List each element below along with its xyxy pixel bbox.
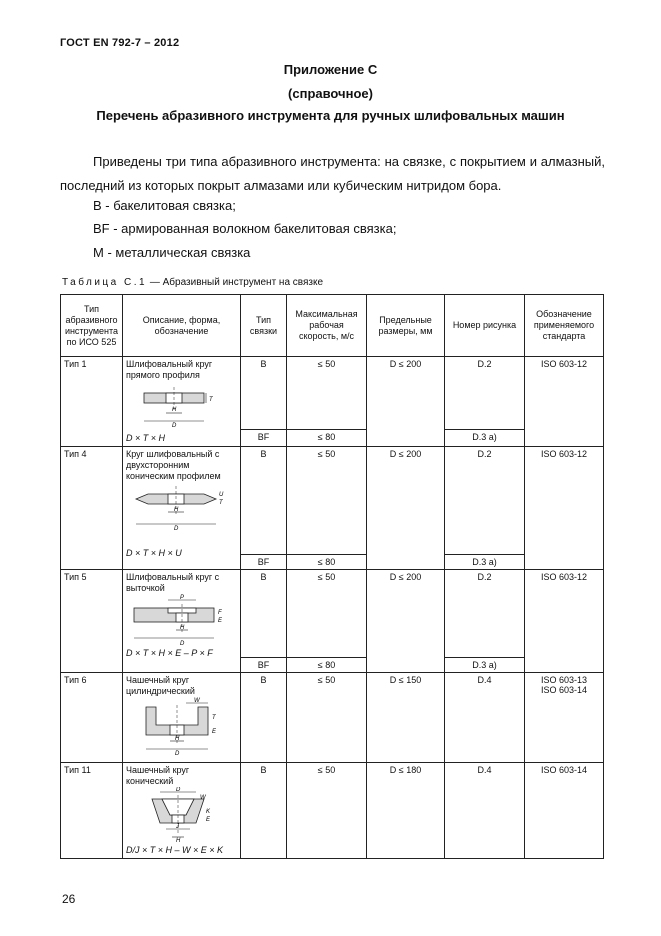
type-cell: Тип 11 — [61, 763, 123, 859]
table-row — [61, 673, 604, 763]
limit-cell: D ≤ 200 — [367, 447, 445, 570]
table-row — [61, 357, 604, 430]
svg-text:W: W — [194, 698, 200, 704]
fig-cell: D.4 — [445, 673, 525, 763]
desc-cell — [123, 357, 241, 447]
svg-text:H: H — [176, 838, 181, 843]
svg-text:D: D — [176, 787, 181, 793]
svg-text:T: T — [209, 397, 213, 403]
speed-cell: ≤ 80 — [287, 658, 367, 673]
abrasive-table — [60, 294, 604, 859]
limit-cell: D ≤ 180 — [367, 763, 445, 859]
svg-text:E: E — [212, 729, 217, 735]
table-row — [61, 763, 604, 859]
appendix-subtitle: (справочное) — [288, 86, 373, 101]
desc-text: Шлифовальный круг прямого профиля — [126, 359, 213, 380]
standard-cell: ISO 603-13 ISO 603-14 — [525, 673, 604, 763]
speed-cell: ≤ 80 — [287, 430, 367, 447]
table-caption — [62, 277, 323, 288]
appendix-title: Приложение С — [283, 62, 378, 77]
speed-cell: ≤ 80 — [287, 555, 367, 570]
bond-cell: B — [241, 447, 287, 555]
svg-text:D: D — [174, 526, 179, 532]
desc-text: Шлифовальный круг с выточкой — [126, 572, 220, 593]
bond-cell: B — [241, 673, 287, 763]
svg-text:F: F — [218, 610, 222, 616]
svg-text:T: T — [212, 715, 216, 721]
speed-cell: ≤ 50 — [287, 357, 367, 430]
formula-text: D × T × H — [126, 433, 166, 443]
fig-cell: D.2 — [445, 447, 525, 555]
bond-cell: B — [241, 763, 287, 859]
wheel-type11-drawing — [126, 787, 236, 843]
type-cell: Тип 1 — [61, 357, 123, 447]
list-item-bond-m: М - металлическая связка — [93, 245, 251, 260]
desc-cell — [123, 673, 241, 763]
table-caption-prefix: Таблица С.1 — [62, 277, 148, 288]
header-cell: Тип абразивного инструмента по ИСО 525 — [61, 295, 123, 357]
standard-cell: ISO 603-12 — [525, 447, 604, 570]
table-row — [61, 570, 604, 658]
intro-paragraph: Приведены три типа абразивного инструмента: на связке, с покрытием и алмазный, последний из которых покрыт алмазами или кубическим нитридом бора. — [60, 154, 605, 193]
header-cell: Максимальная рабочая скорость, м/с — [287, 295, 367, 357]
svg-text:U: U — [219, 492, 224, 498]
svg-text:W: W — [200, 795, 206, 801]
fig-cell: D.2 — [445, 357, 525, 430]
fig-cell: D.4 — [445, 763, 525, 859]
speed-cell: ≤ 50 — [287, 763, 367, 859]
standard-code: ГОСТ EN 792-7 – 2012 — [60, 37, 180, 49]
list-item-bond-b: В - бакелитовая связка; — [93, 198, 236, 213]
standard-cell: ISO 603-14 — [525, 763, 604, 859]
svg-text:E: E — [218, 618, 223, 624]
header-cell: Тип связки — [241, 295, 287, 357]
table-row — [61, 447, 604, 555]
appendix-heading: Перечень абразивного инструмента для ручных шлифовальных машин — [96, 108, 565, 123]
header-cell: Предельные размеры, мм — [367, 295, 445, 357]
bond-cell: B — [241, 357, 287, 430]
formula-text: D × T × H × E – P × F — [126, 648, 213, 658]
svg-text:D: D — [175, 751, 180, 755]
wheel-type1-drawing — [126, 381, 236, 431]
limit-cell: D ≤ 200 — [367, 357, 445, 447]
speed-cell: ≤ 50 — [287, 570, 367, 658]
svg-text:D: D — [180, 641, 185, 646]
svg-text:H: H — [174, 507, 179, 513]
fig-cell: D.2 — [445, 570, 525, 658]
svg-text:H: H — [172, 407, 177, 413]
desc-text: Чашечный круг конический — [126, 765, 190, 786]
desc-cell — [123, 447, 241, 570]
bond-cell: BF — [241, 658, 287, 673]
svg-text:H: H — [175, 736, 180, 742]
desc-cell — [123, 570, 241, 673]
wheel-type5-drawing — [126, 594, 236, 646]
desc-cell — [123, 763, 241, 859]
formula-text: D/J × T × H – W × E × K — [126, 845, 224, 855]
desc-text: Чашечный круг цилиндрический — [126, 675, 195, 696]
bond-cell: BF — [241, 555, 287, 570]
table-header-row — [61, 295, 604, 357]
bond-cell: B — [241, 570, 287, 658]
type-cell: Тип 4 — [61, 447, 123, 570]
desc-text: Круг шлифовальный с двухсторонним коническим профилем — [126, 449, 221, 481]
svg-text:K: K — [206, 809, 211, 815]
standard-cell: ISO 603-12 — [525, 570, 604, 673]
type-cell: Тип 5 — [61, 570, 123, 673]
svg-text:T: T — [219, 500, 223, 506]
standard-cell: ISO 603-12 — [525, 357, 604, 447]
svg-text:P: P — [180, 595, 185, 601]
limit-cell: D ≤ 150 — [367, 673, 445, 763]
svg-text:D: D — [172, 423, 177, 429]
speed-cell: ≤ 50 — [287, 673, 367, 763]
limit-cell: D ≤ 200 — [367, 570, 445, 673]
table-caption-text: — Абразивный инструмент на связке — [147, 277, 324, 288]
bond-cell: BF — [241, 430, 287, 447]
svg-text:E: E — [206, 817, 211, 823]
type-cell: Тип 6 — [61, 673, 123, 763]
header-cell: Обозначение применяемого стандарта — [525, 295, 604, 357]
wheel-type4-drawing — [126, 482, 236, 532]
fig-cell: D.3 a) — [445, 658, 525, 673]
page-number: 26 — [62, 892, 76, 906]
header-cell: Описание, форма, обозначение — [123, 295, 241, 357]
fig-cell: D.3 a) — [445, 555, 525, 570]
list-item-bond-bf: BF - армированная волокном бакелитовая связка; — [93, 221, 397, 236]
fig-cell: D.3 a) — [445, 430, 525, 447]
formula-text: D × T × H × U — [126, 548, 182, 558]
wheel-type6-drawing — [126, 697, 236, 755]
svg-text:H: H — [180, 625, 185, 631]
header-cell: Номер рисунка — [445, 295, 525, 357]
svg-text:J: J — [176, 824, 179, 830]
speed-cell: ≤ 50 — [287, 447, 367, 555]
